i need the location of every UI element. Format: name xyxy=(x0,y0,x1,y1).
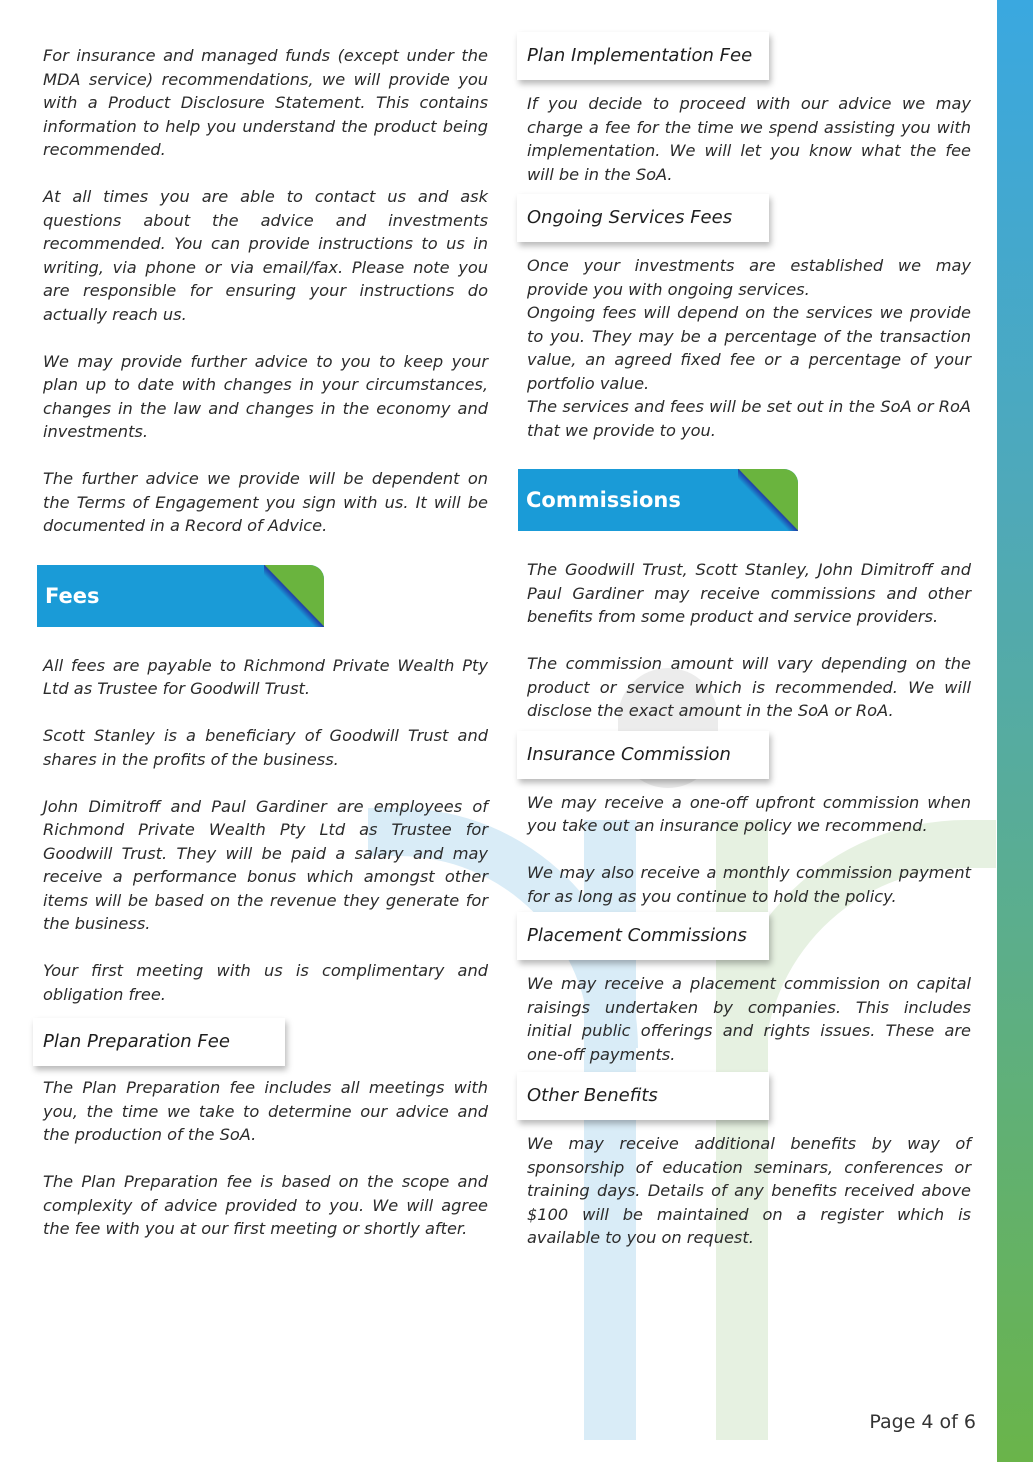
intro-paragraph: The further advice we provide will be dependent on the Terms of Engagement you sign with us. It will be documented in a Record of Advice. xyxy=(43,469,488,535)
placement-commissions-paragraph: We may receive a placement commission on capital raisings undertaken by companies. This includes initial public offerings and rights issues. These are one-off payments. xyxy=(527,974,971,1064)
ongoing-services-fees-heading: Ongoing Services Fees xyxy=(517,194,769,242)
page-number: Page 4 of 6 xyxy=(869,1411,976,1433)
placement-commissions-heading: Placement Commissions xyxy=(517,912,769,960)
left-column xyxy=(43,44,488,1241)
insurance-commission-paragraph: We may receive a one-off upfront commission when you take out an insurance policy we recommend. xyxy=(527,792,971,835)
commissions-heading-text: Commissions xyxy=(526,488,681,512)
plan-preparation-paragraph: The Plan Preparation fee includes all meetings with you, the time we take to determine our advice and the production of the SoA. xyxy=(43,1078,488,1144)
intro-paragraph: We may provide further advice to you to keep your plan up to date with changes in your circumstances, changes in the law and changes in the economy and investments. xyxy=(43,351,488,441)
commissions-paragraph: The Goodwill Trust, Scott Stanley, John Dimitroff and Paul Gardiner may receive commissions and other benefits from some product and service providers. xyxy=(527,560,971,626)
fees-paragraph: All fees are payable to Richmond Private Wealth Pty Ltd as Trustee for Goodwill Trust. xyxy=(43,655,488,698)
plan-implementation-paragraph: If you decide to proceed with our advice we may charge a fee for the time we spend assisting you with implementation. We will let you know what the fee will be in the SoA. xyxy=(527,94,971,184)
fees-paragraph: Scott Stanley is a beneficiary of Goodwill Trust and shares in the profits of the business. xyxy=(43,726,488,769)
intro-paragraph: At all times you are able to contact us and ask questions about the advice and investments recommended. You can provide instructions to us in writing, via phone or via email/fax. Please note you are responsible for ensuring your instructions do actually reach us. xyxy=(43,187,488,324)
ongoing-services-line: The services and fees will be set out in the SoA or RoA that we provide to you. xyxy=(527,397,971,440)
insurance-commission-heading: Insurance Commission xyxy=(517,731,769,779)
ongoing-services-line: Ongoing fees will depend on the services we provide to you. They may be a percentage of the transaction value, an agreed fixed fee or a percentage of your portfolio value. xyxy=(527,303,971,393)
commissions-paragraph: The commission amount will vary depending on the product or service which is recommended. We will disclose the exact amount in the SoA or RoA. xyxy=(527,654,971,720)
ongoing-services-line: Once your investments are established we may provide you with ongoing services. xyxy=(527,256,971,299)
heading-corner-accent xyxy=(738,469,798,531)
fees-paragraph: Your first meeting with us is complimentary and obligation free. xyxy=(43,961,488,1004)
plan-preparation-paragraph: The Plan Preparation fee is based on the scope and complexity of advice provided to you. We will agree the fee with you at our first meeting or shortly after. xyxy=(43,1172,488,1238)
insurance-commission-paragraph: We may also receive a monthly commission payment for as long as you continue to hold the policy. xyxy=(527,863,971,906)
plan-preparation-fee-heading: Plan Preparation Fee xyxy=(33,1018,285,1066)
other-benefits-paragraph: We may receive additional benefits by way of sponsorship of education seminars, conferences or training days. Details of any benefits received above $100 will be maintained on a register which is available to you on request. xyxy=(527,1134,971,1247)
heading-corner-accent xyxy=(264,565,324,627)
fees-paragraph: John Dimitroff and Paul Gardiner are employees of Richmond Private Wealth Pty Ltd as Trustee for Goodwill Trust. They will be paid a salary and may receive a performance bonus which amongst other items will be based on the revenue they generate for the business. xyxy=(43,796,488,933)
plan-implementation-fee-heading: Plan Implementation Fee xyxy=(517,32,769,80)
fees-section-heading xyxy=(37,565,324,627)
intro-paragraph: For insurance and managed funds (except under the MDA service) recommendations, we will provide you with a Product Disclosure Statement. This contains information to help you understand the product being recommended. xyxy=(43,46,488,159)
other-benefits-heading: Other Benefits xyxy=(517,1072,769,1120)
commissions-section-heading xyxy=(518,469,798,531)
right-column xyxy=(527,32,971,1250)
fees-heading-text: Fees xyxy=(45,583,100,608)
brand-gradient-bar xyxy=(997,0,1033,1462)
